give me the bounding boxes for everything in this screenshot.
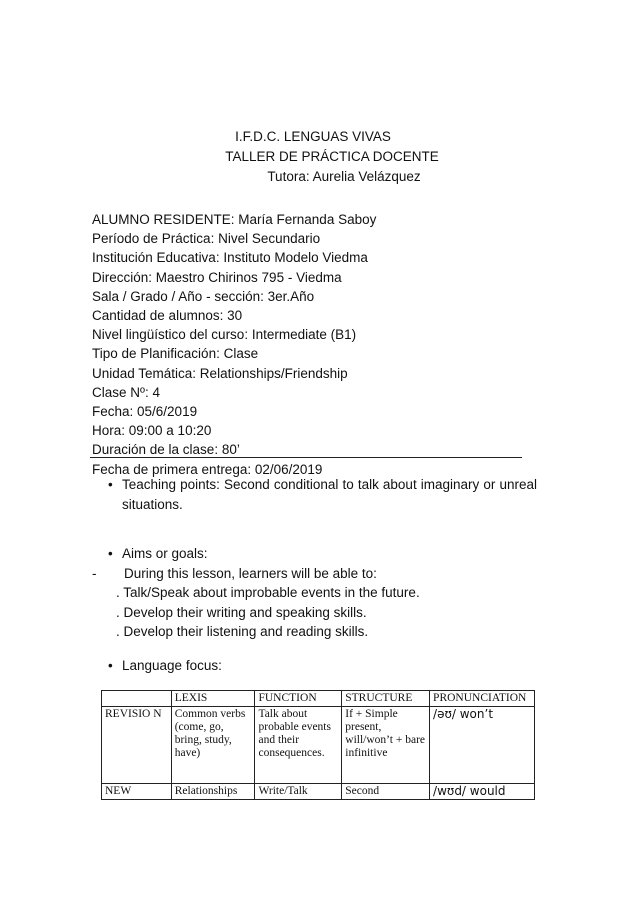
language-focus-section (92, 656, 537, 676)
aim-item: . Develop their listening and reading skills. (116, 624, 369, 639)
info-line: Fecha: 05/6/2019 (92, 404, 198, 420)
info-line: Dirección: Maestro Chirinos 795 - Viedma (92, 269, 342, 285)
info-line: Fecha de primera entrega: 02/06/2019 (92, 461, 323, 477)
table-cell: /wʊd/ would (430, 784, 535, 800)
info-line: Duración de la clase: 80’ (92, 442, 240, 458)
bullet-icon: • (108, 658, 113, 673)
table-cell: Relationships (171, 784, 255, 800)
table-cell: REVISIO N (102, 707, 172, 784)
info-line: Tipo de Planificación: Clase (92, 346, 259, 362)
info-line: ALUMNO RESIDENTE: María Fernanda Saboy (92, 212, 377, 227)
workshop-name: TALLER DE PRÁCTICA DOCENTE (225, 149, 439, 164)
table-cell: Common verbs (come, go, bring, study, have) (171, 707, 255, 784)
info-line: Institución Educativa: Instituto Modelo Viedma (92, 250, 368, 266)
table-header-cell (102, 691, 172, 707)
info-line: Clase Nº: 4 (92, 384, 160, 400)
table-header-cell: PRONUNCIATION (430, 691, 535, 707)
table-header-cell: LEXIS (171, 691, 255, 707)
tutor-name: Tutora: Aurelia Velázquez (267, 169, 421, 184)
aim-item: . Talk/Speak about improbable events in the future. (116, 585, 420, 600)
table-cell: Talk about probable events and their consequences. (255, 707, 342, 784)
dash-icon: - (92, 565, 97, 581)
student-info-block (92, 210, 532, 479)
table-row (102, 707, 535, 784)
teaching-points-text: Teaching points: Second conditional to talk about imaginary or unreal situations. (122, 477, 537, 512)
language-focus-table (101, 690, 535, 800)
table-header-cell: STRUCTURE (342, 691, 430, 707)
info-line: Cantidad de alumnos: 30 (92, 308, 243, 324)
table-cell: Write/Talk (255, 784, 342, 800)
bullet-icon: • (108, 546, 113, 561)
table-cell: If + Simple present, will/won’t + bare infinitive (342, 707, 430, 784)
aims-section (92, 544, 537, 642)
institution-name: I.F.D.C. LENGUAS VIVAS (235, 129, 391, 144)
document-header (0, 127, 638, 187)
language-focus-title: Language focus: (122, 658, 222, 673)
table-cell: NEW (102, 784, 172, 800)
table-header-row (102, 691, 535, 707)
aims-intro: During this lesson, learners will be able to: (124, 565, 377, 581)
divider-line (90, 457, 522, 458)
table-row (102, 784, 535, 800)
table-cell: /əʊ/ won’t (430, 707, 535, 784)
info-line: Unidad Temática: Relationships/Friendship (92, 365, 348, 381)
table-header-cell: FUNCTION (255, 691, 342, 707)
teaching-points-section (92, 475, 537, 514)
info-line: Sala / Grado / Año - sección: 3er.Año (92, 288, 315, 304)
aims-title: Aims or goals: (122, 546, 208, 561)
info-line: Hora: 09:00 a 10:20 (92, 423, 212, 439)
table-cell: Second (342, 784, 430, 800)
info-line: Nivel lingüístico del curso: Intermediate (B1) (92, 327, 357, 343)
bullet-icon: • (108, 477, 113, 492)
info-line: Período de Práctica: Nivel Secundario (92, 231, 321, 247)
aim-item: . Develop their writing and speaking skills. (116, 604, 367, 620)
